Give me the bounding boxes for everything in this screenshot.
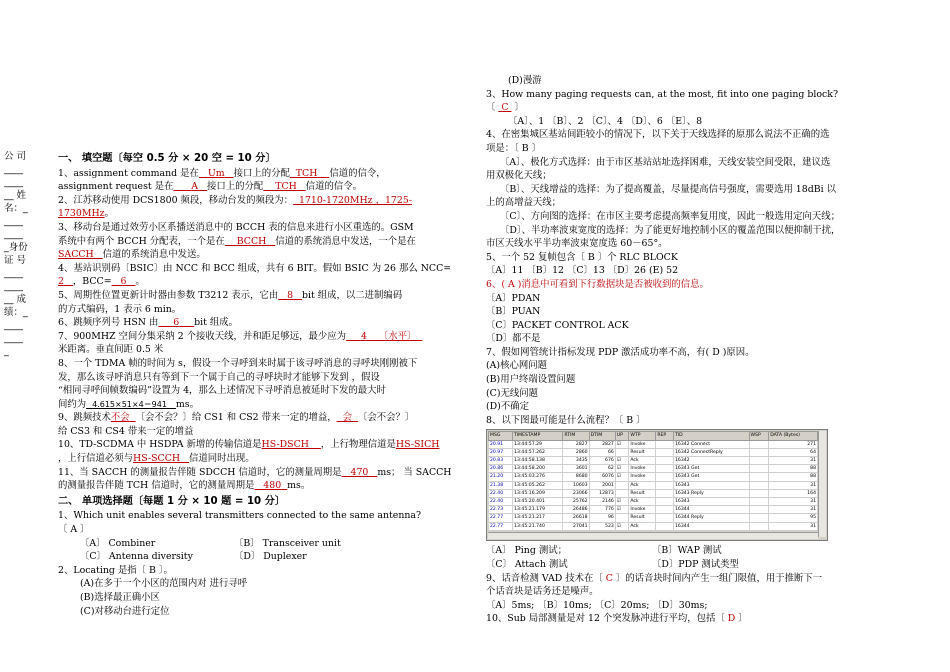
q2-line-2: 1730MHz。: [58, 208, 114, 220]
q10-line-2: ，上行信道必须与HS-SCCH 信道同时出现。: [58, 453, 255, 465]
s4-option-b-2: 上的高增益天线；: [486, 197, 562, 209]
s5-question: 5、一个 52 复帧包含〔 B 〕个 RLC BLOCK: [486, 251, 678, 263]
table-cell: 21.20: [489, 473, 513, 481]
section-fill-in-title: 一、 填空题〔每空 0.5 分 × 20 空 = 10 分〕: [58, 153, 276, 164]
table-cell: 2860: [563, 448, 589, 456]
table-cell: [749, 473, 769, 481]
table-cell: [615, 489, 629, 497]
table-cell: ☑: [615, 457, 629, 465]
s3-options: 〔A〕、1 〔B〕、2 〔C〕、4 〔D〕、6 〔E〕、8: [508, 115, 703, 127]
trace-column-header[interactable]: RTIM: [563, 432, 589, 440]
q8-line-2: 发，那么该寻呼消息只有等到下一个属于自己的寻呼块时才能够下发到 ，假设: [58, 371, 380, 383]
table-cell: [749, 465, 769, 473]
s8-options-row-1: 〔A〕 Ping 测试； 〔B〕WAP 测试: [486, 545, 722, 557]
table-row[interactable]: [489, 457, 818, 465]
table-cell: [656, 514, 674, 522]
table-cell: [615, 514, 629, 522]
q5-line-2: 的方式编码，1 表示 6 min。: [58, 303, 182, 315]
table-cell: 96: [589, 514, 615, 522]
table-cell: 22.73: [489, 506, 513, 514]
q3-line-1: 3、移动台是通过效劳小区系播送消息中的 BCCH 表的信息来进行小区重选的。GSM: [58, 221, 414, 233]
table-cell: [656, 457, 674, 465]
table-cell: ☑: [615, 498, 629, 506]
q5-line-1: 5、周期性位置更新计时器由参数 T3212 表示，它由 8 bit 组成，以二进制编码: [58, 289, 403, 301]
s4-option-c: 〔C〕、方向图的选择：在市区主要考虑提高频率复用度，因此一般选用定向天线；: [500, 210, 840, 222]
table-cell: 13:44:58.138: [513, 457, 563, 465]
table-cell: 16343: [673, 481, 749, 489]
table-cell: [749, 457, 769, 465]
trace-body: [489, 440, 818, 530]
q1-line-2: assignment request 是在 A 接口上的分配 TCH 信道的信令。: [58, 181, 363, 193]
table-cell: ☑: [615, 473, 629, 481]
table-cell: Invoke: [629, 506, 656, 514]
section-choice-title: 二、 单项选择题〔每题 1 分 × 10 题 = 10 分〕: [58, 495, 286, 507]
table-cell: [749, 440, 769, 448]
s2-option-b: (B)选择最正确小区: [80, 592, 160, 603]
q4-line-1: 4、基站识别码〔BSIC〕由 NCC 和 BCC 组成，共有 6 BIT。假如 BSIC 为 26 那么 NCC=: [58, 262, 452, 274]
table-cell: 271: [769, 440, 818, 448]
table-cell: 13:45:21.179: [513, 506, 563, 514]
s7-option-a: (A)核心网问题: [486, 360, 547, 372]
q8-line-1: 8、一个 TDMA 帧的时间为 s，假设一个寻呼到来时属于该寻呼消息的寻呼块刚刚被下: [58, 357, 418, 369]
table-cell: 3435: [563, 457, 589, 465]
table-cell: ☑: [615, 506, 629, 514]
s1-bracket: 〔 A 〕: [58, 524, 90, 536]
s4-option-d-1: 〔D〕、半功率波束宽度的选择：为了能更好地控制小区的覆盖范围以便抑制干扰，: [500, 224, 841, 236]
s6-option-d: 〔D〕都不是: [486, 333, 541, 345]
table-cell: 16344: [673, 522, 749, 530]
trace-column-header[interactable]: WTP: [629, 432, 656, 440]
table-cell: 16342 ConnectReply: [673, 448, 749, 456]
s9-question-2: 个话音块是话务还是噪声。: [486, 586, 599, 598]
table-cell: 20.97: [489, 448, 513, 456]
table-cell: [749, 448, 769, 456]
q1-line-1: 1、assignment command 是在 Um 接口上的分配 TCH 信道的信令，: [58, 167, 386, 179]
table-cell: 22.40: [489, 498, 513, 506]
binding-margin-line: ____: [4, 164, 23, 175]
table-cell: 31: [769, 506, 818, 514]
q6-line: 6、跳频序列号 HSN 由 6 bit 组成。: [58, 317, 239, 329]
s7-option-d: (D)不确定: [486, 401, 529, 413]
s5-options: 〔A〕11 〔B〕12 〔C〕13 〔D〕26 (E) 52: [486, 265, 679, 277]
table-row[interactable]: [489, 514, 818, 522]
s1-question: 1、Which unit enables several transmitters connected to the same antenna?: [58, 510, 422, 522]
answer: 8: [287, 289, 294, 301]
table-cell: 2001: [589, 481, 615, 489]
s4-option-a-1: 〔A〕、极化方式选择：由于市区基站站址选择困难，天线安装空间受限，建议选: [500, 156, 831, 168]
table-cell: 2146: [589, 498, 615, 506]
s2-question: 2、Locating 是指〔 B 〕。: [58, 564, 173, 576]
s3-bracket: 〔 C 〕: [486, 102, 524, 114]
binding-margin-line: ____: [4, 229, 23, 240]
table-cell: 16343: [673, 498, 749, 506]
table-cell: 22.77: [489, 522, 513, 530]
table-cell: 16344 Reply: [673, 514, 749, 522]
table-cell: 16342 Connect: [673, 440, 749, 448]
table-cell: Result: [629, 489, 656, 497]
trace-column-header[interactable]: TIMESTAMP: [513, 432, 563, 440]
table-cell: 10603: [563, 481, 589, 489]
table-cell: 16344: [673, 506, 749, 514]
table-cell: ☑: [615, 440, 629, 448]
s6-option-b: 〔B〕PUAN: [486, 306, 541, 318]
s8-options-row-2: 〔C〕 Attach 测试 〔D〕PDP 测试类型: [486, 559, 739, 571]
table-cell: [656, 506, 674, 514]
table-cell: 16343 Get: [673, 473, 749, 481]
s4-question-1: 4、在密集城区基站间距较小的情况下，以下关于天线选择的原那么说法不正确的选: [486, 129, 830, 141]
s2-option-c: (C)对移动台进行定位: [80, 605, 170, 617]
horizontal-scrollbar[interactable]: [488, 532, 818, 539]
binding-margin-line: ____: [4, 333, 23, 344]
s6-option-a: 〔A〕PDAN: [486, 292, 541, 304]
trace-column-header[interactable]: TID: [673, 432, 749, 440]
table-row[interactable]: [489, 481, 818, 489]
s9-options: 〔A〕5ms; 〔B〕10ms; 〔C〕20ms; 〔D〕30ms;: [486, 599, 708, 611]
s2-option-d: (D)漫游: [508, 75, 542, 86]
table-cell: 66: [589, 448, 615, 456]
answer: D: [727, 613, 736, 625]
answer: SACCH: [58, 249, 94, 261]
table-cell: Ack: [629, 481, 656, 489]
table-cell: 20.86: [489, 465, 513, 473]
table-cell: [656, 473, 674, 481]
answer: TCH: [275, 181, 297, 193]
s4-option-a-2: 用双极化天线；: [486, 170, 552, 182]
s4-option-d-2: 市区天线水平半功率波束宽度选 60－65°。: [486, 238, 668, 250]
q7-line-1: 7、900MHZ 空间分集采纳 2 个接收天线，并和距足够远，最少应为 4 〔水平〕: [58, 330, 470, 344]
table-cell: 23066: [563, 489, 589, 497]
table-cell: 26486: [563, 506, 589, 514]
table-cell: 6076: [589, 473, 615, 481]
table-cell: 2827: [563, 440, 589, 448]
table-cell: 13:45:03.276: [513, 473, 563, 481]
trace-table: [488, 431, 818, 530]
right-column: [486, 74, 940, 626]
table-cell: 776: [589, 506, 615, 514]
binding-margin-line: ____: [4, 281, 23, 292]
answer: BCCH: [236, 235, 267, 247]
binding-margin-line: ____: [4, 216, 23, 227]
binding-margin-line: _: [4, 346, 9, 357]
table-cell: Result: [629, 514, 656, 522]
table-row[interactable]: [489, 448, 818, 456]
table-cell: 13:45:16.209: [513, 489, 563, 497]
table-cell: 13:45:20.401: [513, 498, 563, 506]
left-column: [58, 150, 470, 618]
answer: 6: [173, 317, 180, 329]
table-cell: 16343 Reply: [673, 489, 749, 497]
trace-column-header[interactable]: DATA (Bytes): [769, 432, 818, 440]
table-cell: Ack: [629, 498, 656, 506]
binding-margin-line: __ 姓: [4, 190, 27, 201]
table-cell: [656, 489, 674, 497]
table-cell: Invoke: [629, 440, 656, 448]
answer: 470: [350, 466, 369, 478]
trace-column-header[interactable]: MSG: [489, 432, 513, 440]
s9-question-1: 9、话音检测 VAD 技术在〔 C 〕的话音块时间内产生一组门限值，用于推断下一: [486, 572, 823, 584]
table-cell: 20.83: [489, 457, 513, 465]
table-cell: 31: [769, 481, 818, 489]
answer: 1730MHz: [58, 208, 105, 220]
answer: TCH: [295, 167, 318, 179]
binding-margin-line: 证 号: [4, 255, 27, 266]
table-cell: [749, 506, 769, 514]
s7-option-b: (B)用户终端设置问题: [486, 374, 576, 386]
table-cell: 13:45:05.262: [513, 481, 563, 489]
table-cell: 3601: [563, 465, 589, 473]
trace-column-header[interactable]: WSP: [749, 432, 769, 440]
table-cell: Invoke: [629, 465, 656, 473]
table-cell: 64: [769, 448, 818, 456]
answer: C: [605, 572, 613, 584]
vertical-scrollbar[interactable]: [818, 431, 826, 537]
table-cell: 13:44:57.29: [513, 440, 563, 448]
table-cell: [656, 448, 674, 456]
q8-line-3: “相同寻呼间帧数编码”设置为 4，那么上述情况下寻呼消息被延时下发的最大时: [58, 385, 386, 397]
table-cell: 88: [769, 465, 818, 473]
table-cell: 21.38: [489, 481, 513, 489]
table-cell: 62: [589, 465, 615, 473]
answer: HS-DSCH: [261, 439, 309, 451]
table-cell: 16343 Get: [673, 465, 749, 473]
answer: HS-SICH: [395, 439, 440, 451]
table-cell: 27041: [563, 522, 589, 530]
table-cell: [749, 489, 769, 497]
trace-header-row: [489, 432, 818, 440]
table-cell: 676: [589, 457, 615, 465]
table-cell: 31: [769, 498, 818, 506]
q11-line-1: 11、当 SACCH 的测量报告伴随 SDCCH 信道时，它的测量周期是 470 ms； 当 SACCH: [58, 466, 452, 478]
table-cell: 13:44:58.200: [513, 465, 563, 473]
protocol-trace-screenshot: [486, 429, 828, 541]
s4-option-b-1: 〔B〕、天线增益的选择：为了提高覆盖，尽量提高信号强度，需要选用 18dBi 以: [500, 183, 836, 195]
answer: A: [191, 181, 199, 193]
answer: 480: [263, 480, 282, 492]
table-row[interactable]: [489, 440, 818, 448]
table-cell: 12873: [589, 489, 615, 497]
table-cell: [749, 481, 769, 489]
q11-line-2: 的测量报告伴随 TCH 信道时，它的测量周期是 480 ms。: [58, 480, 311, 492]
s6-question: 6、( A )消息中可看到下行数据块是否被收到的信息。: [486, 278, 709, 290]
table-row[interactable]: [489, 465, 818, 473]
answer: 4.615×51×4＝941: [92, 399, 167, 409]
table-cell: [749, 514, 769, 522]
q10-line-1: 10、TD-SCDMA 中 HSDPA 新增的传输信道是HS-DSCH ，上行物理信道是HS-SICH: [58, 439, 440, 451]
q9-line-1: 9、跳频技术不会 〔会不会？〕给 CS1 和 CS2 带来一定的增益， 会 〔会不会？〕: [58, 412, 415, 424]
s1-options-row-1: 〔A〕 Combiner 〔B〕 Transceiver unit: [80, 537, 341, 549]
table-cell: 523: [589, 522, 615, 530]
q2-line-1: 2、江苏移动使用 DCS1800 频段，移动台发的频段为： 1710-1720MHz ，1725-: [58, 194, 412, 206]
table-cell: 13:45:21.217: [513, 514, 563, 522]
answer: 会: [342, 412, 352, 424]
trace-column-header[interactable]: REP: [656, 432, 674, 440]
binding-margin-line: __ 成: [4, 294, 27, 305]
table-row[interactable]: [489, 506, 818, 514]
table-cell: Ack: [629, 522, 656, 530]
q3-line-2: 系统中有两个 BCCH 分配表，一个是在 BCCH 信道的系统消息中发送，一个是在: [58, 235, 416, 247]
table-cell: 13:45:21.740: [513, 522, 563, 530]
binding-margin-line: 公 司: [4, 151, 27, 162]
table-cell: [615, 481, 629, 489]
table-cell: ☑: [615, 522, 629, 530]
answer: 6: [120, 276, 127, 288]
table-cell: 8680: [563, 473, 589, 481]
table-cell: 22.40: [489, 489, 513, 497]
table-row[interactable]: [489, 473, 818, 481]
s8-question: 8、以下图最可能是什么流程？〔 B 〕: [486, 414, 646, 426]
answer: C: [501, 102, 509, 114]
table-cell: Ack: [629, 457, 656, 465]
q4-line-2: 2 ，BCC= 6 。: [58, 276, 145, 288]
table-row[interactable]: [489, 522, 818, 530]
table-cell: Invoke: [629, 473, 656, 481]
table-cell: [656, 440, 674, 448]
s7-question: 7、假如网管统计指标发现 PDP 激活成功率不高，有( D )原因。: [486, 346, 755, 358]
table-row[interactable]: [489, 498, 818, 506]
table-cell: 16342: [673, 457, 749, 465]
binding-margin-line: ____: [4, 177, 23, 188]
q8-line-4: 间约为 4.615×51×4＝941 ms。: [58, 398, 199, 410]
q9-line-2: 给 CS3 和 CS4 带来一定的增益: [58, 425, 194, 437]
table-cell: [656, 522, 674, 530]
s1-options-row-2: 〔C〕 Antenna diversity 〔D〕 Duplexer: [80, 551, 307, 563]
s10-question: 10、Sub 局部测量是对 12 个突发脉冲进行平均，包括〔 D 〕: [486, 613, 748, 625]
table-cell: 13:44:57.262: [513, 448, 563, 456]
table-cell: [749, 522, 769, 530]
binding-margin-line: 名：_: [4, 203, 28, 214]
table-cell: 31: [769, 457, 818, 465]
table-cell: [749, 498, 769, 506]
table-cell: [615, 448, 629, 456]
answer: 1710-1720MHz ，1725-: [299, 194, 412, 206]
trace-column-header[interactable]: DTIM: [589, 432, 615, 440]
answer: 不会: [110, 412, 130, 424]
binding-margin-line: 绩：_: [4, 307, 28, 318]
s6-option-c: 〔C〕PACKET CONTROL ACK: [486, 319, 629, 331]
answer: 2: [58, 276, 64, 288]
table-cell: 26618: [563, 514, 589, 522]
binding-margin: [4, 150, 30, 358]
table-cell: [656, 465, 674, 473]
s7-option-c: (C)无线问题: [486, 387, 538, 399]
s4-question-2: 项是：〔 B 〕: [486, 142, 542, 154]
table-cell: 95: [769, 514, 818, 522]
answer: 4 〔水平〕: [360, 330, 417, 342]
table-cell: ☑: [615, 465, 629, 473]
table-cell: 22.77: [489, 514, 513, 522]
answer: Um: [207, 167, 225, 179]
table-cell: 164: [769, 489, 818, 497]
table-cell: 25762: [563, 498, 589, 506]
table-cell: 2827: [589, 440, 615, 448]
table-cell: [656, 481, 674, 489]
trace-column-header[interactable]: UP: [615, 432, 629, 440]
binding-margin-line: ____: [4, 320, 23, 331]
s3-question: 3、How many paging requests can, at the most, fit into one paging block?: [486, 88, 838, 100]
table-cell: [656, 498, 674, 506]
table-cell: Result: [629, 448, 656, 456]
q7-line-2: 米距离。垂直间距 0.5 米: [58, 344, 164, 356]
table-cell: 20.91: [489, 440, 513, 448]
answer: HS-SCCH: [133, 453, 181, 465]
q3-line-3: SACCH 信道的系统消息中发送。: [58, 249, 206, 261]
binding-margin-line: ____: [4, 268, 23, 279]
binding-margin-line: _身份: [4, 242, 28, 253]
table-cell: 88: [769, 473, 818, 481]
table-row[interactable]: [489, 489, 818, 497]
s2-option-a: (A)在多于一个小区的范围内对 进行寻呼: [80, 578, 248, 590]
table-cell: 31: [769, 522, 818, 530]
